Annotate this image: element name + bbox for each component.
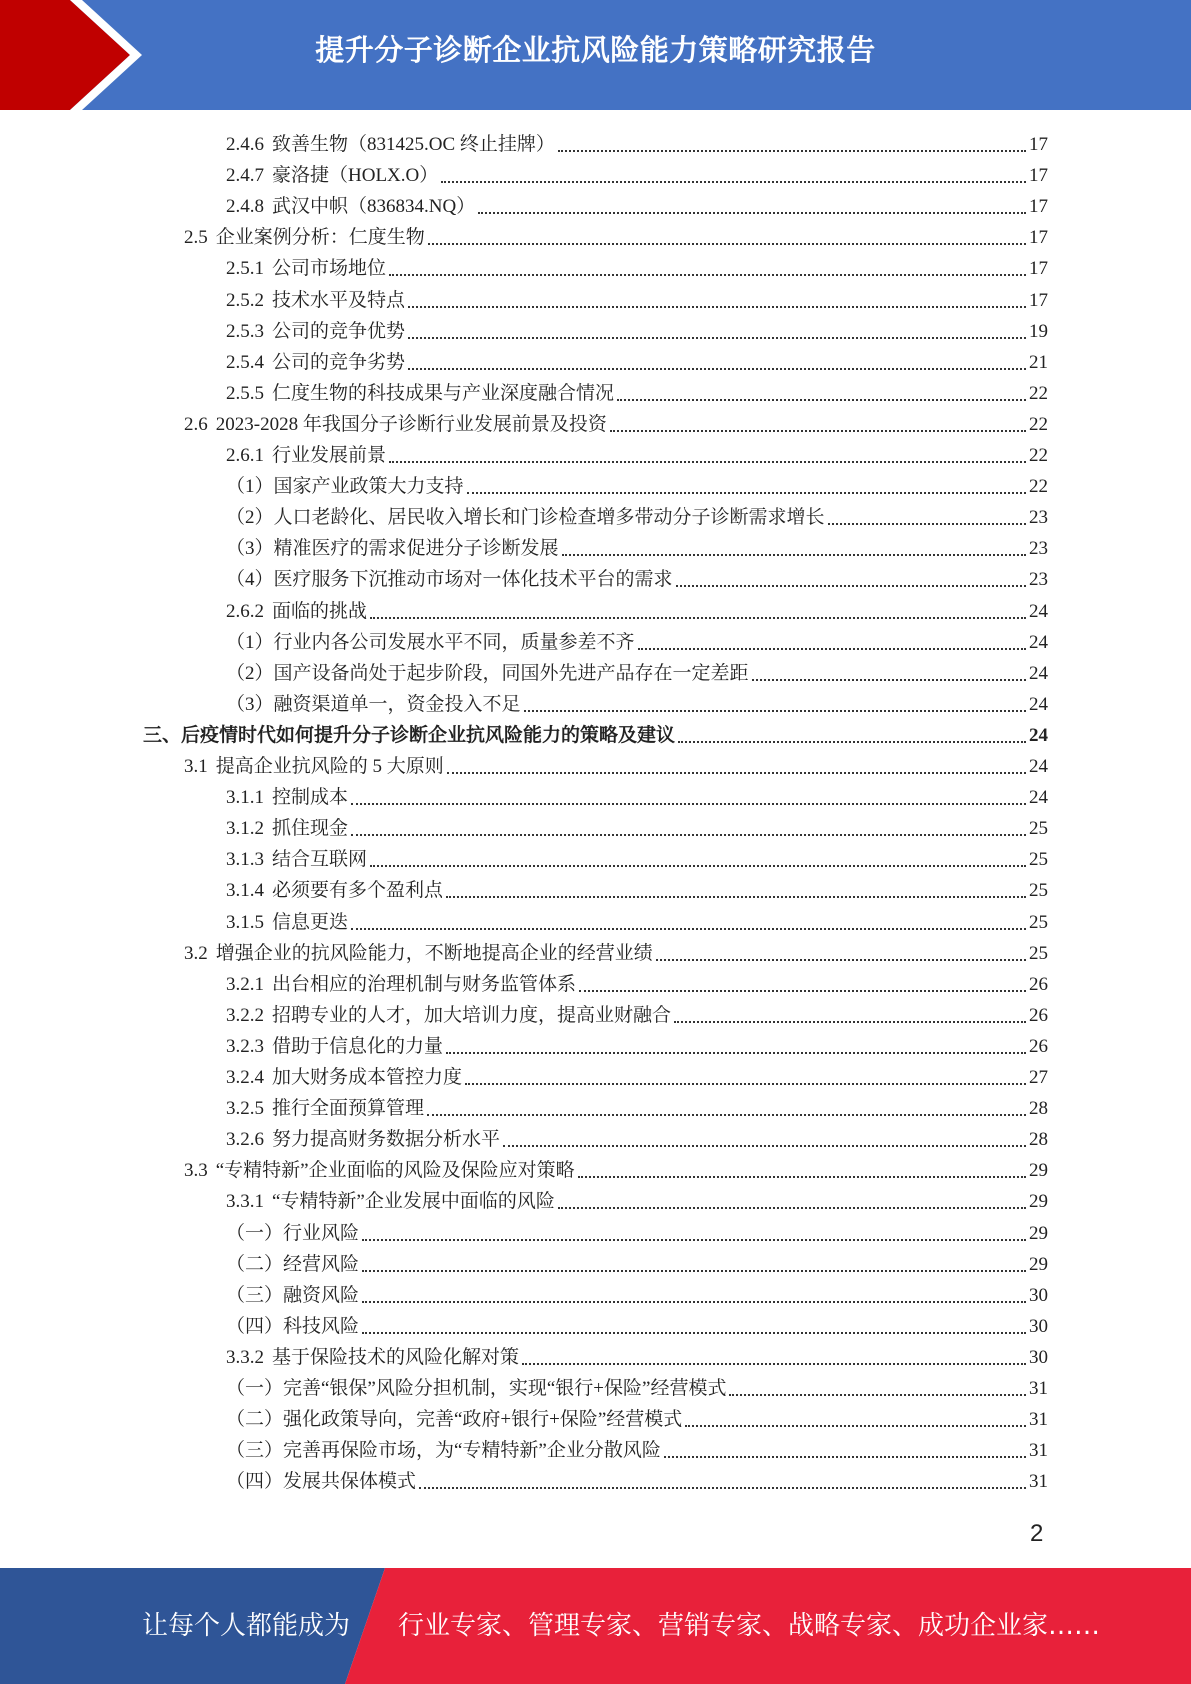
toc-dot-leader — [351, 928, 1026, 930]
toc-dot-leader — [685, 1425, 1026, 1427]
toc-entry[interactable] — [226, 842, 1048, 872]
toc-entry-page: 25 — [1029, 942, 1048, 964]
toc-entry-title: （4）医疗服务下沉推动市场对一体化技术平台的需求 — [226, 569, 673, 591]
header-arrow-decoration — [0, 0, 150, 110]
toc-entry-title: 2023-2028 年我国分子诊断行业发展前景及投资 — [215, 413, 607, 435]
page-footer — [0, 1568, 1191, 1684]
toc-entry-number: 3.2.6 — [226, 1129, 264, 1151]
toc-entry-title: （2）国产设备尚处于起步阶段，同国外先进产品存在一定差距 — [226, 662, 749, 684]
toc-entry-title: 基于保险技术的风险化解对策 — [272, 1346, 520, 1368]
toc-entry[interactable] — [226, 1247, 1048, 1277]
toc-entry-title: （四）科技风险 — [226, 1315, 360, 1337]
toc-entry-number: 3.3.1 — [226, 1191, 264, 1213]
toc-entry-number: 3.2.4 — [226, 1067, 264, 1088]
toc-entry-page: 31 — [1029, 1409, 1048, 1431]
toc-entry-title: 技术水平及特点 — [272, 289, 406, 311]
toc-entry-page: 22 — [1029, 413, 1048, 435]
toc-entry-title: 公司的竞争劣势 — [272, 351, 406, 373]
toc-entry-title: 信息更迭 — [272, 911, 349, 933]
toc-entry-number: 3.2.1 — [226, 973, 264, 995]
toc-entry[interactable] — [226, 1216, 1048, 1246]
toc-entry-number: 2.6.2 — [226, 600, 264, 622]
toc-entry-title: 努力提高财务数据分析水平 — [272, 1129, 501, 1151]
toc-entry-title: （二）经营风险 — [226, 1253, 360, 1275]
footer-slogan-right: 行业专家、管理专家、营销专家、战略专家、成功企业家…… — [398, 1611, 1101, 1641]
toc-entry-title: 必须要有多个盈利点 — [272, 880, 444, 902]
toc-entry[interactable] — [226, 1433, 1048, 1463]
toc-entry-title: 三、后疫情时代如何提升分子诊断企业抗风险能力的策略及建议 — [143, 724, 676, 746]
toc-entry[interactable] — [226, 594, 1048, 624]
toc-entry-page: 30 — [1029, 1284, 1048, 1306]
toc-entry-title: （三）完善再保险市场，为“专精特新”企业分散风险 — [226, 1440, 661, 1462]
toc-dot-leader — [389, 461, 1026, 463]
toc-entry[interactable] — [226, 687, 1048, 717]
toc-entry-page: 29 — [1029, 1160, 1048, 1182]
toc-dot-leader — [427, 1114, 1026, 1116]
toc-entry-page: 24 — [1029, 724, 1048, 746]
toc-entry[interactable] — [226, 1122, 1048, 1152]
toc-entry-number: 3.2.3 — [226, 1035, 264, 1057]
toc-entry-title: 提高企业抗风险的 5 大原则 — [215, 756, 444, 777]
toc-dot-leader — [503, 1145, 1026, 1147]
toc-entry[interactable] — [226, 283, 1048, 313]
toc-entry-title: （一）行业风险 — [226, 1222, 360, 1244]
toc-entry-title: 企业案例分析：仁度生物 — [215, 227, 425, 249]
toc-entry-page: 25 — [1029, 911, 1048, 933]
toc-dot-leader — [676, 585, 1026, 587]
toc-entry[interactable] — [226, 1060, 1048, 1090]
toc-entry-page: 17 — [1029, 258, 1048, 280]
toc-dot-leader — [408, 368, 1026, 370]
toc-entry[interactable] — [226, 438, 1048, 468]
toc-entry[interactable] — [184, 1153, 1048, 1183]
toc-entry[interactable] — [226, 1340, 1048, 1370]
toc-entry-number: 2.5 — [184, 227, 208, 249]
toc-entry-title: （1）国家产业政策大力支持 — [226, 476, 464, 498]
toc-dot-leader — [362, 1239, 1026, 1241]
toc-entry-number: 3.3.2 — [226, 1346, 264, 1368]
toc-entry[interactable] — [226, 345, 1048, 375]
toc-dot-leader — [664, 1456, 1026, 1458]
toc-entry[interactable] — [226, 905, 1048, 935]
toc-entry-page: 23 — [1029, 507, 1048, 529]
toc-entry-title: 推行全面预算管理 — [272, 1098, 425, 1120]
toc-entry-title: 致善生物（831425.OC 终止挂牌） — [272, 134, 555, 155]
toc-entry-page: 30 — [1029, 1346, 1048, 1368]
toc-dot-leader — [558, 1207, 1026, 1209]
toc-entry-title: 结合互联网 — [272, 849, 368, 871]
toc-entry[interactable] — [226, 811, 1048, 841]
toc-entry-number: 2.4.6 — [226, 134, 264, 155]
toc-dot-leader — [362, 1332, 1026, 1334]
toc-entry-page: 29 — [1029, 1253, 1048, 1275]
toc-entry-number: 3.1.4 — [226, 880, 264, 902]
toc-entry-page: 27 — [1029, 1067, 1048, 1088]
toc-entry-page: 25 — [1029, 880, 1048, 902]
toc-entry[interactable] — [226, 1464, 1048, 1494]
toc-entry-page: 29 — [1029, 1191, 1048, 1213]
toc-entry-title: 借助于信息化的力量 — [272, 1035, 444, 1057]
toc-entry-page: 22 — [1029, 382, 1048, 404]
toc-entry[interactable] — [226, 469, 1048, 499]
toc-entry-page: 17 — [1029, 227, 1048, 249]
toc-dot-leader — [674, 1021, 1026, 1023]
toc-entry-page: 25 — [1029, 849, 1048, 871]
toc-dot-leader — [578, 1176, 1026, 1178]
toc-dot-leader — [370, 617, 1026, 619]
toc-entry[interactable] — [184, 220, 1048, 250]
toc-entry[interactable] — [226, 625, 1048, 655]
toc-entry-title: 增强企业的抗风险能力，不断地提高企业的经营业绩 — [215, 942, 653, 964]
toc-entry-page: 23 — [1029, 569, 1048, 591]
toc-entry-page: 24 — [1029, 693, 1048, 715]
toc-entry-title: （一）完善“银保”风险分担机制，实现“银行+保险”经营模式 — [226, 1378, 727, 1399]
toc-entry-title: 面临的挑战 — [272, 600, 368, 622]
toc-entry-title: 豪洛捷（HOLX.O） — [272, 165, 439, 187]
toc-dot-leader — [351, 803, 1026, 805]
toc-entry-page: 17 — [1029, 134, 1048, 155]
toc-entry[interactable] — [226, 1184, 1048, 1214]
toc-entry-page: 24 — [1029, 787, 1048, 809]
toc-entry-page: 24 — [1029, 631, 1048, 653]
toc-entry[interactable] — [226, 998, 1048, 1028]
toc-entry-title: 加大财务成本管控力度 — [272, 1067, 463, 1088]
toc-entry-number: 2.5.4 — [226, 351, 264, 373]
toc-entry[interactable] — [226, 562, 1048, 592]
toc-entry-page: 28 — [1029, 1098, 1048, 1120]
toc-entry-page: 19 — [1029, 320, 1048, 342]
toc-entry-title: 仁度生物的科技成果与产业深度融合情况 — [272, 382, 615, 404]
report-title: 提升分子诊断企业抗风险能力策略研究报告 — [315, 33, 876, 67]
toc-entry[interactable] — [226, 656, 1048, 686]
toc-dot-leader — [362, 1270, 1026, 1272]
toc-entry-number: 2.4.7 — [226, 165, 264, 187]
toc-entry-title: （3）融资渠道单一，资金投入不足 — [226, 693, 521, 715]
toc-entry-title: 武汉中帜（836834.NQ） — [272, 196, 476, 218]
toc-entry-title: （三）融资风险 — [226, 1284, 360, 1306]
toc-entry[interactable] — [226, 158, 1048, 188]
toc-dot-leader — [441, 181, 1026, 183]
toc-entry-page: 22 — [1029, 445, 1048, 466]
toc-dot-leader — [446, 1052, 1026, 1054]
toc-dot-leader — [752, 679, 1026, 681]
toc-entry[interactable] — [226, 251, 1048, 281]
toc-dot-leader — [617, 399, 1026, 401]
toc-dot-leader — [638, 648, 1026, 650]
toc-entry-page: 23 — [1029, 538, 1048, 560]
toc-entry-page: 17 — [1029, 196, 1048, 218]
toc-entry-page: 21 — [1029, 351, 1048, 373]
toc-entry[interactable] — [226, 1309, 1048, 1339]
toc-entry-number: 3.3 — [184, 1160, 208, 1182]
toc-dot-leader — [522, 1363, 1026, 1365]
toc-dot-leader — [389, 274, 1026, 276]
toc-entry-page: 24 — [1029, 756, 1048, 777]
toc-entry-number: 2.5.2 — [226, 289, 264, 311]
toc-entry-page: 31 — [1029, 1471, 1048, 1493]
toc-dot-leader — [524, 710, 1026, 712]
toc-entry-number: 3.2 — [184, 942, 208, 964]
toc-dot-leader — [408, 337, 1026, 339]
toc-entry-number: 2.5.5 — [226, 382, 264, 404]
toc-dot-leader — [370, 865, 1026, 867]
toc-entry-number: 2.6 — [184, 413, 208, 435]
toc-entry-page: 17 — [1029, 165, 1048, 187]
toc-entry-title: （1）行业内各公司发展水平不同，质量参差不齐 — [226, 631, 635, 653]
toc-entry-page: 25 — [1029, 818, 1048, 840]
toc-entry[interactable] — [226, 531, 1048, 561]
toc-entry-number: 3.1 — [184, 756, 208, 777]
toc-entry[interactable] — [226, 1371, 1048, 1401]
footer-slogan-left: 让每个人都能成为 — [142, 1611, 351, 1641]
toc-entry[interactable] — [226, 1402, 1048, 1432]
toc-entry-page: 24 — [1029, 600, 1048, 622]
toc-entry-title: 公司市场地位 — [272, 258, 387, 280]
toc-entry-number: 2.6.1 — [226, 445, 264, 466]
toc-entry[interactable] — [226, 376, 1048, 406]
toc-entry[interactable] — [226, 967, 1048, 997]
toc-entry-title: 控制成本 — [272, 787, 349, 809]
toc-entry-number: 3.2.5 — [226, 1098, 264, 1120]
toc-dot-leader — [428, 243, 1026, 245]
toc-entry-page: 26 — [1029, 1035, 1048, 1057]
toc-entry-title: 出台相应的治理机制与财务监管体系 — [272, 973, 577, 995]
toc-dot-leader — [579, 990, 1026, 992]
toc-entry-number: 2.5.3 — [226, 320, 264, 342]
toc-entry-title: 行业发展前景 — [272, 445, 387, 466]
toc-dot-leader — [419, 1487, 1026, 1489]
toc-dot-leader — [656, 959, 1026, 961]
toc-entry-title: 抓住现金 — [272, 818, 349, 840]
toc-dot-leader — [478, 212, 1026, 214]
page-header — [0, 0, 1191, 110]
toc-entry[interactable] — [184, 936, 1048, 966]
toc-entry-page: 31 — [1029, 1440, 1048, 1462]
toc-entry-title: “专精特新”企业发展中面临的风险 — [272, 1191, 555, 1213]
toc-entry-page: 30 — [1029, 1315, 1048, 1337]
page-number: 2 — [1030, 1520, 1044, 1547]
toc-entry-number: 3.1.5 — [226, 911, 264, 933]
toc-entry[interactable] — [226, 127, 1048, 157]
toc-entry-page: 22 — [1029, 476, 1048, 498]
toc-dot-leader — [447, 772, 1026, 774]
toc-entry-number: 3.2.2 — [226, 1004, 264, 1026]
toc-entry[interactable] — [226, 780, 1048, 810]
toc-entry-title: （二）强化政策导向，完善“政府+银行+保险”经营模式 — [226, 1409, 683, 1431]
toc-entry[interactable] — [226, 314, 1048, 344]
toc-entry-page: 26 — [1029, 973, 1048, 995]
toc-entry[interactable] — [226, 500, 1048, 530]
toc-entry[interactable] — [226, 1278, 1048, 1308]
toc-entry-title: （四）发展共保体模式 — [226, 1471, 417, 1493]
toc-dot-leader — [562, 554, 1026, 556]
toc-dot-leader — [467, 492, 1026, 494]
toc-entry-page: 28 — [1029, 1129, 1048, 1151]
toc-entry-page: 26 — [1029, 1004, 1048, 1026]
toc-entry-page: 24 — [1029, 662, 1048, 684]
toc-entry-number: 2.5.1 — [226, 258, 264, 280]
toc-entry-number: 3.1.1 — [226, 787, 264, 809]
toc-entry-title: （2）人口老龄化、居民收入增长和门诊检查增多带动分子诊断需求增长 — [226, 507, 825, 529]
toc-dot-leader — [610, 430, 1026, 432]
toc-entry-title: （3）精准医疗的需求促进分子诊断发展 — [226, 538, 559, 560]
toc-entry-number: 3.1.2 — [226, 818, 264, 840]
toc-dot-leader — [446, 896, 1026, 898]
toc-entry-page: 31 — [1029, 1378, 1048, 1399]
toc-entry-page: 17 — [1029, 289, 1048, 311]
toc-entry[interactable] — [226, 873, 1048, 903]
toc-entry-title: “专精特新”企业面临的风险及保险应对策略 — [215, 1160, 575, 1182]
toc-entry[interactable] — [226, 189, 1048, 219]
toc-dot-leader — [558, 150, 1026, 152]
toc-entry[interactable] — [143, 718, 1048, 748]
toc-dot-leader — [408, 306, 1026, 308]
toc-entry-number: 3.1.3 — [226, 849, 264, 871]
toc-entry[interactable] — [226, 1091, 1048, 1121]
toc-dot-leader — [465, 1083, 1026, 1085]
toc-entry-title: 招聘专业的人才，加大培训力度，提高业财融合 — [272, 1004, 672, 1026]
toc-entry-number: 2.4.8 — [226, 196, 264, 218]
toc-entry-page: 29 — [1029, 1222, 1048, 1244]
toc-dot-leader — [351, 834, 1026, 836]
toc-dot-leader — [678, 741, 1026, 743]
toc-entry[interactable] — [184, 749, 1048, 779]
toc-entry[interactable] — [184, 407, 1048, 437]
toc-entry[interactable] — [226, 1029, 1048, 1059]
toc-dot-leader — [729, 1394, 1026, 1396]
toc-dot-leader — [362, 1301, 1026, 1303]
toc-dot-leader — [828, 523, 1026, 525]
toc-entry-title: 公司的竞争优势 — [272, 320, 406, 342]
